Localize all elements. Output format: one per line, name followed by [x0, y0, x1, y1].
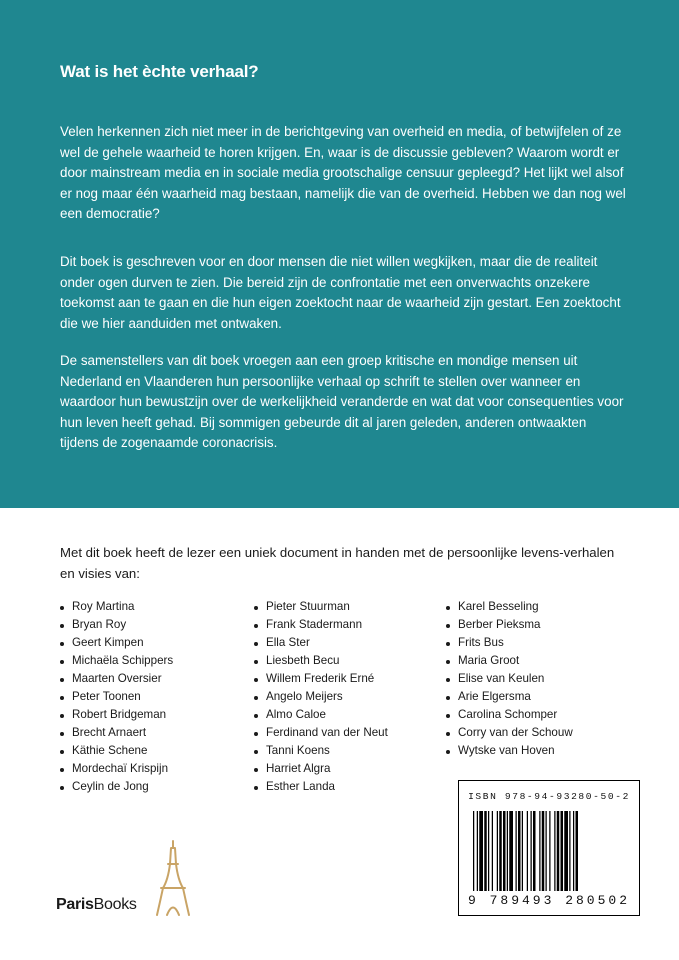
barcode-bar	[539, 811, 540, 891]
barcode-bar	[549, 811, 550, 891]
barcode-digits: 9 789493 280502	[467, 893, 631, 908]
contributor-name: Carolina Schomper	[446, 706, 573, 724]
barcode-bar	[507, 811, 508, 891]
eiffel-tower-icon	[156, 840, 190, 916]
barcode-bar	[522, 811, 523, 891]
barcode-bar	[561, 811, 564, 891]
barcode-bar	[499, 811, 502, 891]
barcode-bar	[573, 811, 574, 891]
contributor-name: Mordechaï Krispijn	[60, 760, 173, 778]
contributor-name: Ella Ster	[254, 634, 388, 652]
barcode-bar	[503, 811, 506, 891]
barcode-bar	[546, 811, 547, 891]
barcode-bar	[479, 811, 483, 891]
publisher-wordmark	[56, 896, 137, 914]
barcode-bar	[497, 811, 498, 891]
contributor-name: Peter Toonen	[60, 688, 173, 706]
contributor-name: Elise van Keulen	[446, 670, 573, 688]
contributor-name: Liesbeth Becu	[254, 652, 388, 670]
back-cover-title: Wat is het èchte verhaal?	[60, 62, 259, 81]
publisher-name-part2: Books	[93, 896, 137, 913]
contributors-intro: Met dit boek heeft de lezer een uniek document in handen met de persoonlijke levens-verhalen en visies van:	[60, 545, 615, 581]
contributor-name: Brecht Arnaert	[60, 724, 173, 742]
barcode-bar	[533, 811, 536, 891]
contributor-name: Ferdinand van der Neut	[254, 724, 388, 742]
paragraph-1: Velen herkennen zich niet meer in de berichtgeving van overheid en media, of betwijfelen of ze wel de gehele waarheid te horen krijgen. En, waar is de discussie gebleven? Waarom wordt er door mainstream media en in sociale media grootschalige censuur gepleegd? Het lijkt wel alsof er nog maar één waarheid mag bestaan, namelijk die van de overheid. Hebben we dan nog wel een democratie?	[60, 124, 626, 222]
contributor-name: Ceylin de Jong	[60, 778, 173, 796]
barcode-bar	[527, 811, 528, 891]
contributor-name: Frank Stadermann	[254, 616, 388, 634]
contributor-name: Arie Elgersma	[446, 688, 573, 706]
contributor-list-column-1	[60, 598, 173, 796]
contributor-name: Tanni Koens	[254, 742, 388, 760]
contributor-name: Berber Pieksma	[446, 616, 573, 634]
paragraph-3: De samenstellers van dit boek vroegen aan een groep kritische en mondige mensen uit Nederland en Vlaanderen hun persoonlijke verhaal op schrift te stellen over wanneer en waardoor hun bewustzijn over de werkelijkheid veranderde en wat dat voor consequenties voor hun leven heeft gehad. Bij sommigen gebeurde dit al jaren geleden, anderen ontwaakten tijdens de zogenaamde coronacrisis.	[60, 353, 624, 451]
isbn-barcode	[458, 780, 640, 916]
contributor-name: Maria Groot	[446, 652, 573, 670]
barcode-bar	[477, 811, 478, 891]
contributor-name: Esther Landa	[254, 778, 388, 796]
barcode-bar	[542, 811, 545, 891]
contributor-name: Willem Frederik Erné	[254, 670, 388, 688]
contributor-name: Käthie Schene	[60, 742, 173, 760]
contributor-name: Wytske van Hoven	[446, 742, 573, 760]
contributor-list-column-3	[446, 598, 573, 760]
barcode-bar	[488, 811, 489, 891]
paragraph-2: Dit boek is geschreven voor en door mensen die niet willen wegkijken, maar die de realiteit onder ogen durven te zien. Die bereid zijn de confrontatie met een onverwachts onzekere toekomst aan te gaan en die hun eigen zoektocht naar de waarheid zijn gestart. Een zoektocht die we hier aanduiden met ontwaken.	[60, 254, 621, 331]
contributor-name: Roy Martina	[60, 598, 173, 616]
barcode-bar	[516, 811, 517, 891]
contributor-name: Frits Bus	[446, 634, 573, 652]
barcode-bars	[473, 811, 625, 891]
barcode-bar	[484, 811, 487, 891]
contributor-name: Michaëla Schippers	[60, 652, 173, 670]
barcode-bar	[576, 811, 579, 891]
publisher-logo	[52, 840, 202, 920]
barcode-bar	[564, 811, 568, 891]
barcode-bar	[557, 811, 560, 891]
barcode-bar	[492, 811, 493, 891]
contributor-name: Karel Besseling	[446, 598, 573, 616]
isbn-label: ISBN 978-94-93280-50-2	[468, 791, 630, 802]
contributor-name: Almo Caloe	[254, 706, 388, 724]
publisher-name-part1: Paris	[56, 896, 94, 913]
contributor-name: Angelo Meijers	[254, 688, 388, 706]
contributor-list-column-2	[254, 598, 388, 796]
contributor-name: Maarten Oversier	[60, 670, 173, 688]
contributor-name: Geert Kimpen	[60, 634, 173, 652]
contributor-name: Pieter Stuurman	[254, 598, 388, 616]
barcode-bar	[554, 811, 555, 891]
barcode-bar	[569, 811, 570, 891]
barcode-bar	[531, 811, 532, 891]
barcode-bar	[473, 811, 474, 891]
contributor-name: Harriet Algra	[254, 760, 388, 778]
contributor-name: Corry van der Schouw	[446, 724, 573, 742]
contributor-name: Robert Bridgeman	[60, 706, 173, 724]
barcode-bar	[509, 811, 513, 891]
barcode-bar	[518, 811, 521, 891]
contributor-name: Bryan Roy	[60, 616, 173, 634]
